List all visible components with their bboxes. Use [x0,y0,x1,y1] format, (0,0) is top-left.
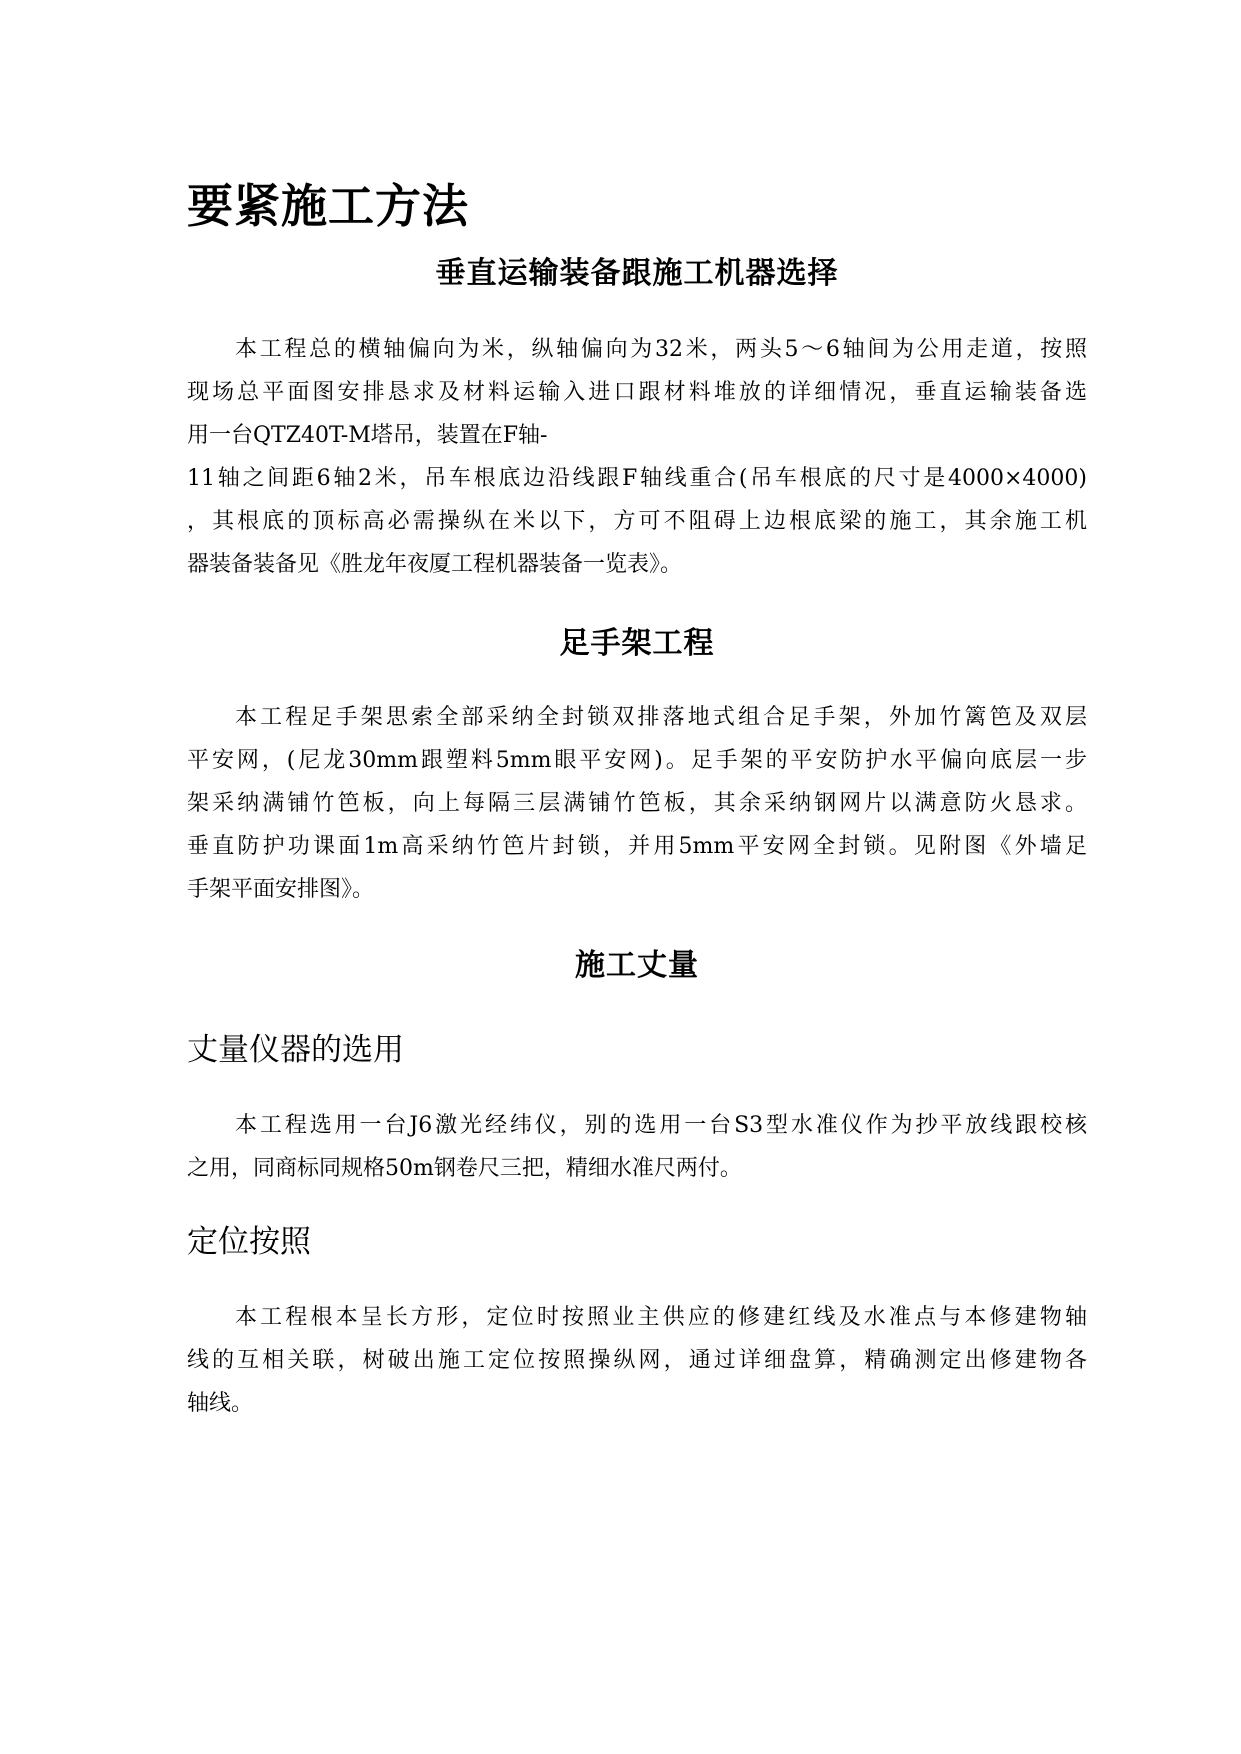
paragraph-line: 轴线。 [187,1391,254,1416]
paragraph-line: 垂直防护功课面1m高采纳竹笆片封锁，并用5mm平安网全封锁。见附图《外墙足 [187,834,1087,859]
paragraph-line: 本工程根本呈长方形，定位时按照业主供应的修建红线及水准点与本修建物轴 [235,1305,1087,1330]
section-heading-scaffolding: 足手架工程 [559,626,715,661]
subsection-heading-positioning: 定位按照 [187,1224,311,1260]
paragraph-line: 用一台QTZ40T-M塔吊，装置在F轴- [187,423,548,448]
paragraph-line: 架采纳满铺竹笆板，向上每隔三层满铺竹笆板，其余采纳钢网片以满意防火恳求。 [187,791,1087,816]
paragraph-line: 手架平面安排图》。 [187,877,375,902]
paragraph-line: 器装备装备见《胜龙年夜厦工程机器装备一览表》。 [187,552,683,577]
section-heading-vertical-transport: 垂直运输装备跟施工机器选择 [435,256,839,291]
paragraph-line: ，其根底的顶标高必需操纵在米以下，方可不阻碍上边根底梁的施工，其余施工机 [187,509,1087,534]
paragraph-instruments [187,1104,1087,1190]
paragraph-vertical-transport [187,328,1087,586]
subsection-heading-instruments: 丈量仪器的选用 [187,1032,404,1068]
page-title: 要紧施工方法 [187,179,469,233]
paragraph-line: 11轴之间距6轴2米，吊车根底边沿线跟F轴线重合(吊车根底的尺寸是4000×4000) [187,466,1087,491]
paragraph-line: 平安网，(尼龙30mm跟塑料5mm眼平安网)。足手架的平安防护水平偏向底层一步 [187,748,1087,773]
paragraph-line: 之用，同商标同规格50m钢卷尺三把，精细水准尺两付。 [187,1156,742,1181]
paragraph-line: 线的互相关联，树破出施工定位按照操纵网，通过详细盘算，精确测定出修建物各 [187,1348,1087,1373]
paragraph-positioning [187,1296,1087,1425]
paragraph-line: 本工程选用一台J6激光经纬仪，别的选用一台S3型水准仪作为抄平放线跟校核 [235,1113,1087,1138]
paragraph-line: 本工程足手架思索全部采纳全封锁双排落地式组合足手架，外加竹篱笆及双层 [235,705,1087,730]
section-heading-survey: 施工丈量 [575,948,699,983]
paragraph-scaffolding [187,696,1087,911]
paragraph-line: 本工程总的横轴偏向为米，纵轴偏向为32米，两头5～6轴间为公用走道，按照 [235,337,1087,362]
paragraph-line: 现场总平面图安排恳求及材料运输入进口跟材料堆放的详细情况，垂直运输装备选 [187,380,1087,405]
